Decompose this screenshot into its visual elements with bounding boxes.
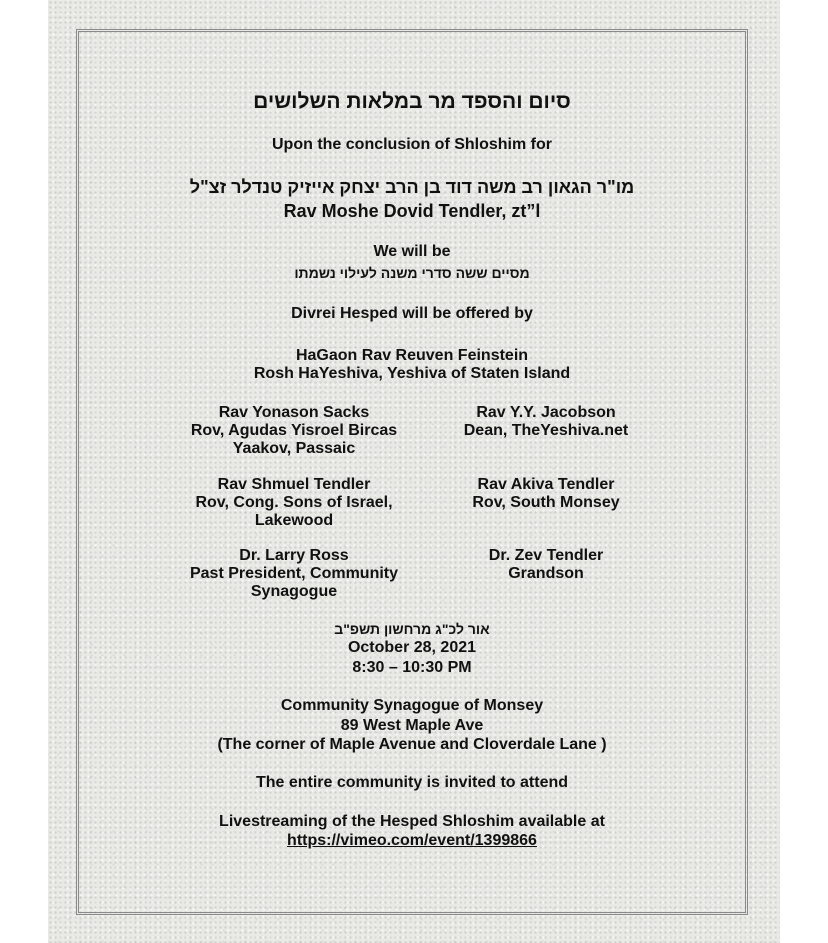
invitation-text: The entire community is invited to attend	[255, 774, 569, 791]
speaker-card	[188, 404, 400, 458]
speaker-card	[443, 404, 649, 440]
speaker-card	[443, 476, 649, 512]
livestream-link-row	[79, 832, 745, 850]
speaker-card	[188, 476, 400, 530]
speaker-card	[443, 547, 649, 583]
siyum-hebrew-line: מסיים ששה סדרי משנה לעילוי נשמתו	[294, 265, 530, 281]
speaker-title: Rov, South Monsey	[472, 494, 620, 511]
livestream-link[interactable]: https://vimeo.com/event/1399866	[287, 832, 537, 849]
speaker-name: Dr. Larry Ross	[239, 547, 349, 564]
speaker-name: Dr. Zev Tendler	[488, 547, 604, 564]
speakers-heading: Divrei Hesped will be offered by	[291, 305, 533, 322]
speaker-card	[188, 547, 400, 601]
speaker-title: Past President, Community	[189, 565, 399, 582]
speaker-name: Rav Akiva Tendler	[477, 476, 615, 493]
venue-cross-streets: (The corner of Maple Avenue and Cloverdale Lane )	[217, 736, 607, 753]
event-date: October 28, 2021	[347, 639, 477, 656]
venue-name: Community Synagogue of Monsey	[280, 697, 544, 714]
speaker-name: Rav Yonason Sacks	[218, 404, 370, 421]
speaker-name: Rav Y.Y. Jacobson	[476, 404, 616, 421]
venue-address: 89 West Maple Ave	[340, 717, 484, 734]
announcement	[79, 32, 745, 912]
honoree-english-name: Rav Moshe Dovid Tendler, zt”l	[283, 201, 541, 221]
subtitle: Upon the conclusion of Shloshim for	[272, 136, 552, 153]
speaker-name: Rav Shmuel Tendler	[217, 476, 371, 493]
speaker-title: Rov, Cong. Sons of Israel,	[195, 494, 393, 511]
speaker-title: Dean, TheYeshiva.net	[463, 422, 629, 439]
speaker-title: Lakewood	[254, 512, 334, 529]
hebrew-title: סיום והספד מר במלאות השלושים	[253, 90, 571, 113]
speaker-title: Grandson	[508, 565, 584, 582]
event-time: 8:30 – 10:30 PM	[352, 659, 472, 676]
hebrew-date: אור לכ"ג מרחשון תשפ"ב	[334, 621, 490, 637]
livestream-text: Livestreaming of the Hesped Shloshim available at	[219, 813, 605, 830]
speaker-title: Synagogue	[250, 583, 338, 600]
speaker-title: Yaakov, Passaic	[232, 440, 356, 457]
honoree-hebrew-name: מו"ר הגאון רב משה דוד בן הרב יצחק אייזיק טנדלר זצ"ל	[189, 177, 635, 197]
featured-speaker-name: HaGaon Rav Reuven Feinstein	[295, 347, 529, 364]
speaker-title: Rov, Agudas Yisroel Bircas	[190, 422, 398, 439]
featured-speaker-title: Rosh HaYeshiva, Yeshiva of Staten Island	[253, 365, 571, 382]
siyum-line: We will be	[373, 243, 451, 260]
